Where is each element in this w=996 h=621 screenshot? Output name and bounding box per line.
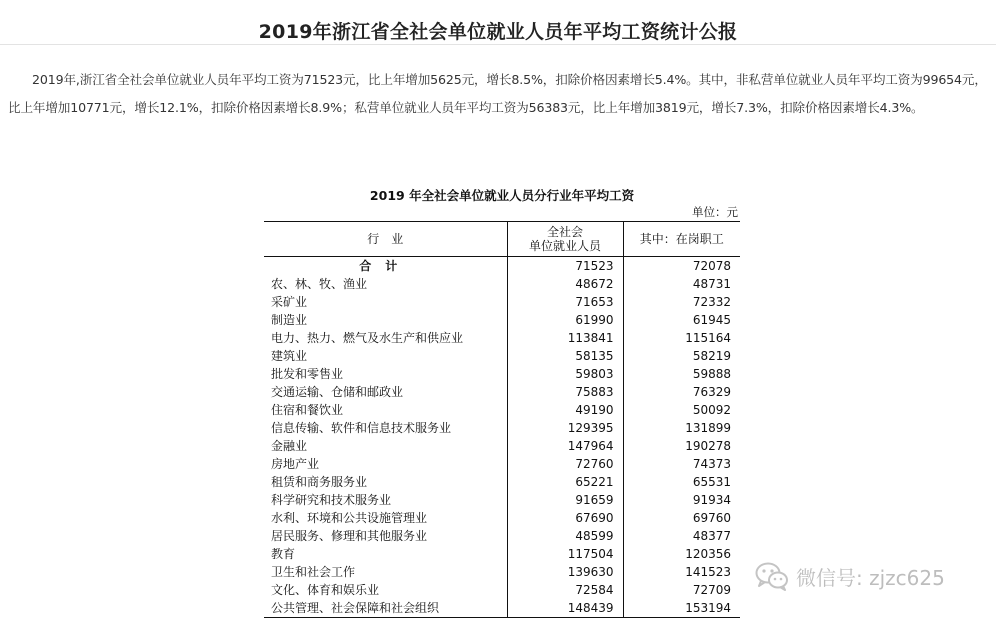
table-row [264,509,740,527]
header-total-line2: 单位就业人员 [528,239,601,253]
industry-cell: 电力、热力、燃气及水生产和供应业 [271,331,464,345]
wechat-icon [755,561,789,591]
industry-cell: 住宿和餐饮业 [271,403,344,417]
total-wage-cell: 117504 [507,545,623,563]
industry-cell: 信息传输、软件和信息技术服务业 [271,421,452,435]
header-total [507,222,623,257]
staff-wage-cell: 153194 [623,599,740,618]
total-wage-cell: 67690 [507,509,623,527]
table-row [264,275,740,293]
industry-cell: 金融业 [271,439,308,453]
total-wage-cell: 48672 [507,275,623,293]
total-wage-cell: 71653 [507,293,623,311]
table-row [264,473,740,491]
table-row-total [264,257,740,276]
table-row [264,527,740,545]
total-wage-cell: 61990 [507,311,623,329]
industry-cell: 科学研究和技术服务业 [271,493,392,507]
staff-wage-cell: 59888 [623,365,740,383]
header-staff: 其中：在岗职工 [623,222,740,257]
table-body [264,257,740,618]
staff-wage-cell: 58219 [623,347,740,365]
table-row [264,365,740,383]
title-divider [0,44,996,45]
table-unit: 单位：元 [692,205,738,219]
wage-table [264,221,740,618]
industry-cell: 文化、体育和娱乐业 [271,583,380,597]
staff-wage-cell: 131899 [623,419,740,437]
staff-wage-cell: 48731 [623,275,740,293]
table-row [264,563,740,581]
table-row [264,419,740,437]
industry-cell: 公共管理、社会保障和社会组织 [271,601,440,615]
table-caption: 2019 年全社会单位就业人员分行业年平均工资 [369,188,635,203]
total-wage-cell: 58135 [507,347,623,365]
industry-cell: 建筑业 [271,349,308,363]
staff-wage-cell: 69760 [623,509,740,527]
total-wage-cell: 148439 [507,599,623,618]
industry-cell: 批发和零售业 [271,367,344,381]
total-wage-cell: 48599 [507,527,623,545]
staff-wage-cell: 76329 [623,383,740,401]
industry-cell: 制造业 [271,313,308,327]
table-row [264,311,740,329]
industry-cell: 水利、环境和公共设施管理业 [271,511,428,525]
table-row [264,437,740,455]
header-industry: 行 业 [264,222,507,257]
total-wage-cell: 49190 [507,401,623,419]
staff-wage-cell: 74373 [623,455,740,473]
staff-wage-cell: 141523 [623,563,740,581]
staff-wage-cell: 120356 [623,545,740,563]
table-row [264,293,740,311]
table-row [264,581,740,599]
industry-cell: 房地产业 [271,457,320,471]
table-header-row [264,222,740,257]
total-wage-cell: 147964 [507,437,623,455]
staff-wage-cell: 61945 [623,311,740,329]
staff-wage-cell: 48377 [623,527,740,545]
table-row [264,545,740,563]
staff-wage-cell: 190278 [623,437,740,455]
total-wage-cell: 113841 [507,329,623,347]
total-wage-cell: 72760 [507,455,623,473]
industry-cell: 居民服务、修理和其他服务业 [271,529,428,543]
staff-wage-cell: 115164 [623,329,740,347]
table-row [264,455,740,473]
page-title: 2019年浙江省全社会单位就业人员年平均工资统计公报 [258,20,738,43]
staff-wage-cell: 91934 [623,491,740,509]
total-wage-cell: 129395 [507,419,623,437]
total-wage-cell: 75883 [507,383,623,401]
total-wage-cell: 65221 [507,473,623,491]
total-wage-cell: 91659 [507,491,623,509]
table-row [264,329,740,347]
table-row [264,491,740,509]
industry-cell: 交通运输、仓储和邮政业 [271,385,404,399]
table-row [264,401,740,419]
header-total-line1: 全社会 [546,225,583,239]
industry-cell: 合计 [359,259,412,273]
staff-wage-cell: 65531 [623,473,740,491]
table-row [264,599,740,618]
total-wage-cell: 71523 [507,257,623,276]
staff-wage-cell: 50092 [623,401,740,419]
industry-cell: 租赁和商务服务业 [271,475,368,489]
watermark-text: 微信号: zjzc625 [796,565,945,590]
industry-cell: 采矿业 [271,295,308,309]
industry-cell: 农、林、牧、渔业 [271,277,368,291]
total-wage-cell: 72584 [507,581,623,599]
staff-wage-cell: 72332 [623,293,740,311]
industry-cell: 卫生和社会工作 [271,565,356,579]
staff-wage-cell: 72709 [623,581,740,599]
table-row [264,383,740,401]
staff-wage-cell: 72078 [623,257,740,276]
total-wage-cell: 139630 [507,563,623,581]
industry-cell: 教育 [271,547,296,561]
intro-paragraph: 2019年,浙江省全社会单位就业人员年平均工资为71523元，比上年增加5625元，增长8.5%，扣除价格因素增长5.4%。其中，非私营单位就业人员年平均工资为99654元，比上年增加10771元，增长12.1%，扣除价格因素增长8.9%；私营单位就业人员年平均工资为56383元，比上年增加3819元，增长7.3%，扣除价格因素增长4.3%。 [8,72,987,115]
total-wage-cell: 59803 [507,365,623,383]
table-row [264,347,740,365]
watermark [755,558,945,594]
